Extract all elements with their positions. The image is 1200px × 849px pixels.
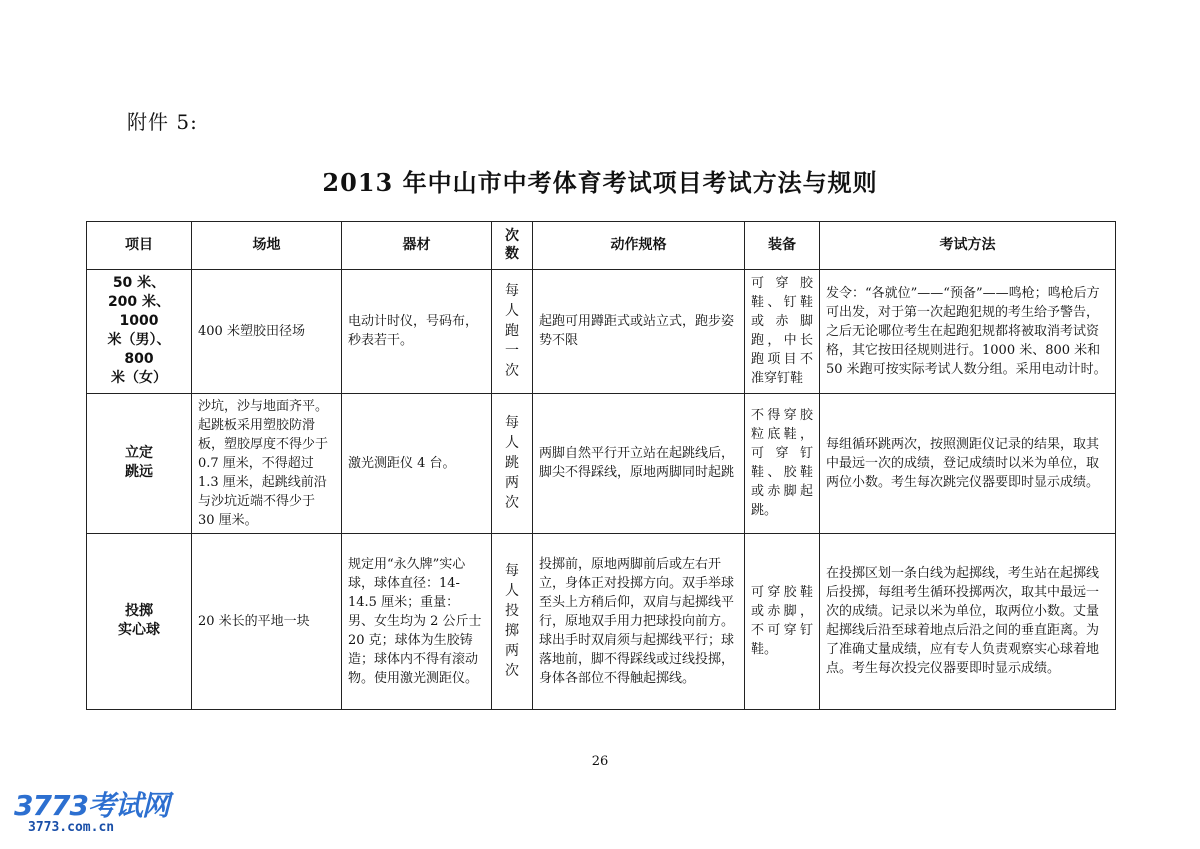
watermark-logo: 3773考试网: [14, 789, 169, 822]
row-method: 发令：“各就位”——“预备”——鸣枪；鸣枪后方可出发，对于第一次起跑犯规的考生给予警告，之后无论哪位考生在起跑犯规都将被取消考试资格，其它按田径规则进行。1000 米、800 米和 50 米跑可按实际考试人数分组。采用电动计时。: [820, 270, 1116, 394]
row-venue: 沙坑，沙与地面齐平。起跳板采用塑胶防滑板，塑胶厚度不得少于 0.7 厘米，不得超过 1.3 厘米，起跳线前沿与沙坑近端不得少于 30 厘米。: [192, 393, 342, 533]
attachment-label: 附件 5:: [127, 110, 198, 134]
table-row: [87, 533, 1116, 709]
row-times-text: 每人投掷两次: [505, 563, 519, 680]
row-item: 投掷 实心球: [87, 533, 192, 709]
header-times-label: 次数: [505, 228, 519, 262]
row-gear: 可穿胶鞋或赤脚，不可穿钉鞋。: [745, 533, 820, 709]
row-venue: 400 米塑胶田径场: [192, 270, 342, 394]
header-times: [492, 222, 533, 270]
header-item: 项目: [87, 222, 192, 270]
row-gear: 不得穿胶粒底鞋，可穿钉鞋、胶鞋或赤脚起跳。: [745, 393, 820, 533]
page-title: 2013 年中山市中考体育考试项目考试方法与规则: [322, 168, 878, 197]
header-method: 考试方法: [820, 222, 1116, 270]
row-times-text: 每人跑一次: [505, 283, 519, 380]
page-number: 26: [591, 754, 609, 769]
row-spec: 投掷前，原地两脚前后或左右开立，身体正对投掷方向。双手举球至头上方稍后仰，双肩与起掷线平行，原地双手用力把球投向前方。球出手时双肩须与起掷线平行；球落地前，脚不得踩线或过线投掷，身体各部位不得触起掷线。: [533, 533, 745, 709]
row-method: 在投掷区划一条白线为起掷线，考生站在起掷线后投掷，每组考生循环投掷两次，取其中最远一次的成绩。记录以米为单位，取两位小数。丈量起掷线后沿至球着地点后沿之间的垂直距离。为了准确丈量成绩，应有专人负责观察实心球着地点。考生每次投完仪器要即时显示成绩。: [820, 533, 1116, 709]
header-gear: 装备: [745, 222, 820, 270]
row-times: [492, 533, 533, 709]
table-row: [87, 393, 1116, 533]
row-equipment: 规定用“永久牌”实心球，球体直径：14-14.5 厘米；重量：男、女生均为 2 公斤士 20 克；球体为生胶铸造；球体内不得有滚动物。使用激光测距仪。: [342, 533, 492, 709]
row-equipment: 电动计时仪，号码布，秒表若干。: [342, 270, 492, 394]
row-times: [492, 393, 533, 533]
row-item: 立定 跳远: [87, 393, 192, 533]
header-spec: 动作规格: [533, 222, 745, 270]
row-times: [492, 270, 533, 394]
row-gear: 可穿胶鞋、钉鞋或赤脚跑，中长跑项目不准穿钉鞋: [745, 270, 820, 394]
header-equipment: 器材: [342, 222, 492, 270]
row-item: 50 米、 200 米、1000 米（男）、800 米（女）: [87, 270, 192, 394]
row-equipment: 激光测距仪 4 台。: [342, 393, 492, 533]
row-venue: 20 米长的平地一块: [192, 533, 342, 709]
row-method: 每组循环跳两次，按照测距仪记录的结果，取其中最远一次的成绩，登记成绩时以米为单位，取两位小数。考生每次跳完仪器要即时显示成绩。: [820, 393, 1116, 533]
row-spec: 两脚自然平行开立站在起跳线后，脚尖不得踩线，原地两脚同时起跳: [533, 393, 745, 533]
header-venue: 场地: [192, 222, 342, 270]
watermark-url: 3773.com.cn: [28, 820, 115, 835]
row-times-text: 每人跳两次: [505, 415, 519, 512]
row-spec: 起跑可用蹲距式或站立式，跑步姿势不限: [533, 270, 745, 394]
rules-table: [86, 221, 1116, 710]
table-row: [87, 270, 1116, 394]
table-header-row: [87, 222, 1116, 270]
